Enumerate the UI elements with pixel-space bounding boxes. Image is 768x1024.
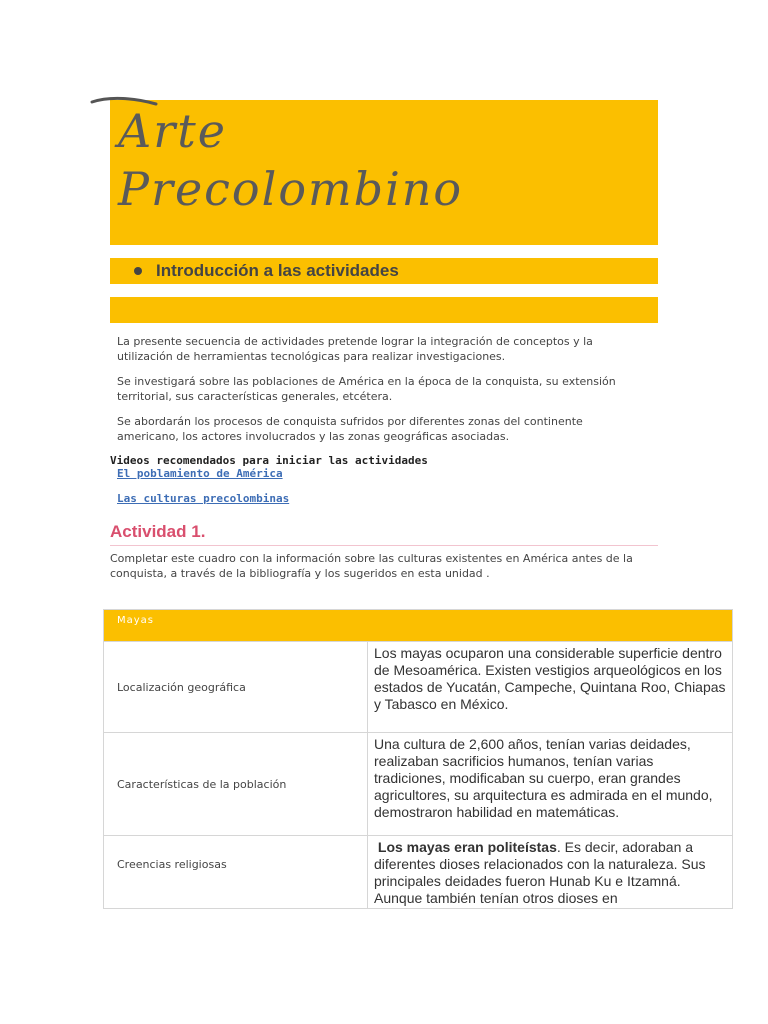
table-row [104, 733, 732, 836]
video-link-poblamiento[interactable]: El poblamiento de América [117, 467, 283, 480]
spacer-bar [110, 297, 658, 323]
video-link-culturas[interactable]: Las culturas precolombinas [117, 492, 290, 505]
title-swash-decoration [90, 96, 160, 116]
title-line-1: Arte [118, 104, 227, 158]
activity-description: Completar este cuadro con la información sobre las culturas existentes en América antes de la conquista, a través de la bibliografía y los sugeridos en esta unidad . [110, 552, 633, 580]
row-value: Los mayas ocuparon una considerable superficie dentro de Mesoamérica. Existen vestigios arqueológicos en los estados de Yucatán, Campeche, Quintana Roo, Chiapas y Tabasco en México. [374, 645, 726, 712]
title-line-2: Precolombino [118, 162, 464, 216]
row-value-bold: Los mayas eran politeístas [377, 839, 557, 855]
intro-section-bar [110, 258, 658, 284]
row-label: Creencias religiosas [104, 836, 368, 909]
activity-divider [110, 545, 658, 546]
page-title [118, 102, 658, 218]
bullet-icon [134, 267, 142, 275]
row-value [368, 836, 732, 909]
table-row [104, 642, 732, 733]
paragraph: La presente secuencia de actividades pretende lograr la integración de conceptos y la utilización de herramientas tecnológicas para realizar investigaciones. [117, 335, 593, 363]
paragraph: Se investigará sobre las poblaciones de América en la época de la conquista, su extensión territorial, sus características generales, etcétera. [117, 375, 616, 403]
videos-label: Videos recomendados para iniciar las actividades [110, 454, 428, 467]
table-row [104, 836, 732, 909]
culture-table [103, 609, 733, 909]
activity-heading: Actividad 1. [110, 522, 206, 541]
title-banner [110, 100, 658, 245]
intro-heading: Introducción a las actividades [156, 261, 399, 280]
row-value-rest: . Es decir, adoraban a diferentes dioses relacionados con la naturaleza. Sus principales deidades fueron Hunab Ku e Itzamná. Aunque también tenían otros dioses en [374, 839, 706, 906]
intro-paragraphs [117, 334, 637, 454]
row-label: Localización geográfica [104, 642, 368, 732]
row-value: Una cultura de 2,600 años, tenían varias deidades, realizaban sacrificios humanos, tenían varias tradiciones, modificaban su cuerpo, eran grandes agricultores, su arquitectura es admirada en el mundo, demostraron habilidad en matemáticas. [374, 736, 713, 820]
table-header: Mayas [104, 610, 732, 642]
paragraph: Se abordarán los procesos de conquista sufridos por diferentes zonas del continente americano, los actores involucrados y las zonas geográficas asociadas. [117, 415, 583, 443]
row-label: Características de la población [104, 733, 368, 835]
